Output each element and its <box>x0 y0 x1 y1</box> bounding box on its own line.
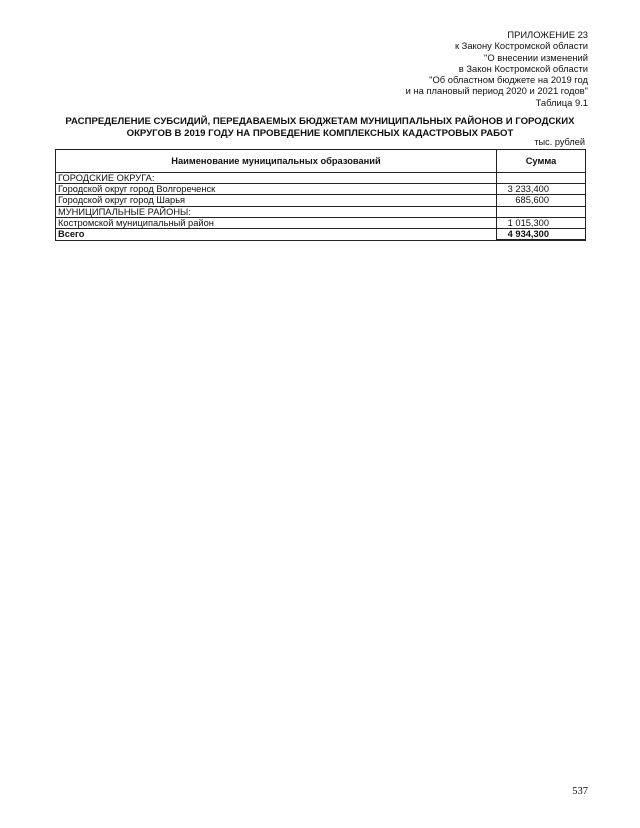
column-header-sum: Сумма <box>497 150 586 173</box>
appendix-line: "О внесении изменений <box>484 51 588 63</box>
appendix-line: в Закон Костромской области <box>458 62 588 74</box>
page-number: 537 <box>572 786 588 797</box>
document-title <box>60 116 580 139</box>
row-name: ГОРОДСКИЕ ОКРУГА: <box>56 173 497 184</box>
table-total-row <box>56 229 586 241</box>
row-name: Костромской муниципальный район <box>56 217 497 228</box>
column-header-name: Наименование муниципальных образований <box>56 150 497 173</box>
row-sum <box>497 173 586 184</box>
row-name: Городской округ город Волгореченск <box>56 184 497 195</box>
row-sum <box>497 206 586 217</box>
total-label: Всего <box>56 229 497 241</box>
row-name: МУНИЦИПАЛЬНЫЕ РАЙОНЫ: <box>56 206 497 217</box>
units-label: тыс. рублей <box>534 137 585 147</box>
document-title-line: ОКРУГОВ В 2019 ГОДУ НА ПРОВЕДЕНИЕ КОМПЛЕКСНЫХ КАДАСТРОВЫХ РАБОТ <box>126 127 514 139</box>
row-sum: 1 015,300 <box>497 217 586 228</box>
row-sum: 3 233,400 <box>497 184 586 195</box>
appendix-line: ПРИЛОЖЕНИЕ 23 <box>507 29 588 40</box>
appendix-line: к Закону Костромской области <box>454 40 588 52</box>
subsidy-table <box>55 149 586 241</box>
total-sum: 4 934,300 <box>497 229 586 241</box>
appendix-line: "Об областном бюджете на 2019 год <box>429 74 588 86</box>
table-row <box>56 195 586 206</box>
table-number: Таблица 9.1 <box>535 96 588 108</box>
table-row <box>56 206 586 217</box>
appendix-line: и на плановый период 2020 и 2021 годов" <box>405 85 588 97</box>
table-header-row <box>56 150 586 173</box>
table-row <box>56 184 586 195</box>
document-title-line: РАСПРЕДЕЛЕНИЕ СУБСИДИЙ, ПЕРЕДАВАЕМЫХ БЮДЖЕТАМ МУНИЦИПАЛЬНЫХ РАЙОНОВ И ГОРОДСКИХ <box>65 116 575 127</box>
appendix-header <box>406 29 588 108</box>
table-row <box>56 217 586 228</box>
row-name: Городской округ город Шарья <box>56 195 497 206</box>
row-sum: 685,600 <box>497 195 586 206</box>
table-row <box>56 173 586 184</box>
